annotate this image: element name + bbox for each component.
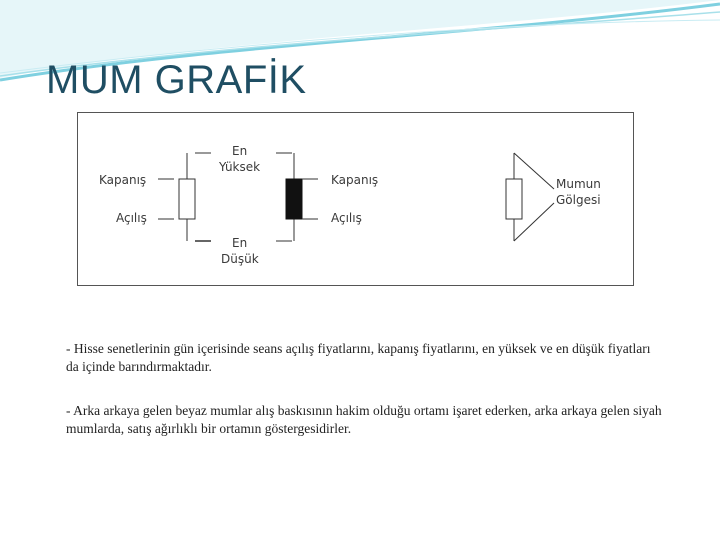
low-label-line1: En (232, 236, 248, 250)
white-candle (158, 153, 195, 241)
shadow-label-line1: Mumun (556, 177, 601, 191)
candlestick-diagram (77, 112, 634, 286)
white-close-label: Kapanış (99, 173, 147, 187)
high-label-line2: Yüksek (219, 160, 261, 174)
black-open-label: Açılış (331, 211, 362, 225)
paragraph-1: - Hisse senetlerinin gün içerisinde seans açılış fiyatlarını, kapanış fiyatlarını, en yüksek ve en düşük fiyatları da içinde barındırmaktadır. (66, 341, 651, 374)
shadow-label-line2: Gölgesi (556, 193, 601, 207)
slide-title: MUM GRAFİK (46, 58, 307, 102)
low-label-line2: Düşük (221, 252, 259, 266)
high-label-line1: En (232, 144, 248, 158)
black-close-label: Kapanış (331, 173, 379, 187)
paragraph-2: - Arka arkaya gelen beyaz mumlar alış baskısının hakim olduğu ortamı işaret ederken, arka arkaya gelen siyah mumlarda, satış ağırlıklı bir ortamın göstergesidirler. (66, 403, 662, 436)
white-open-label: Açılış (116, 211, 147, 225)
shadow-candle (506, 153, 554, 241)
black-candle (276, 153, 318, 241)
